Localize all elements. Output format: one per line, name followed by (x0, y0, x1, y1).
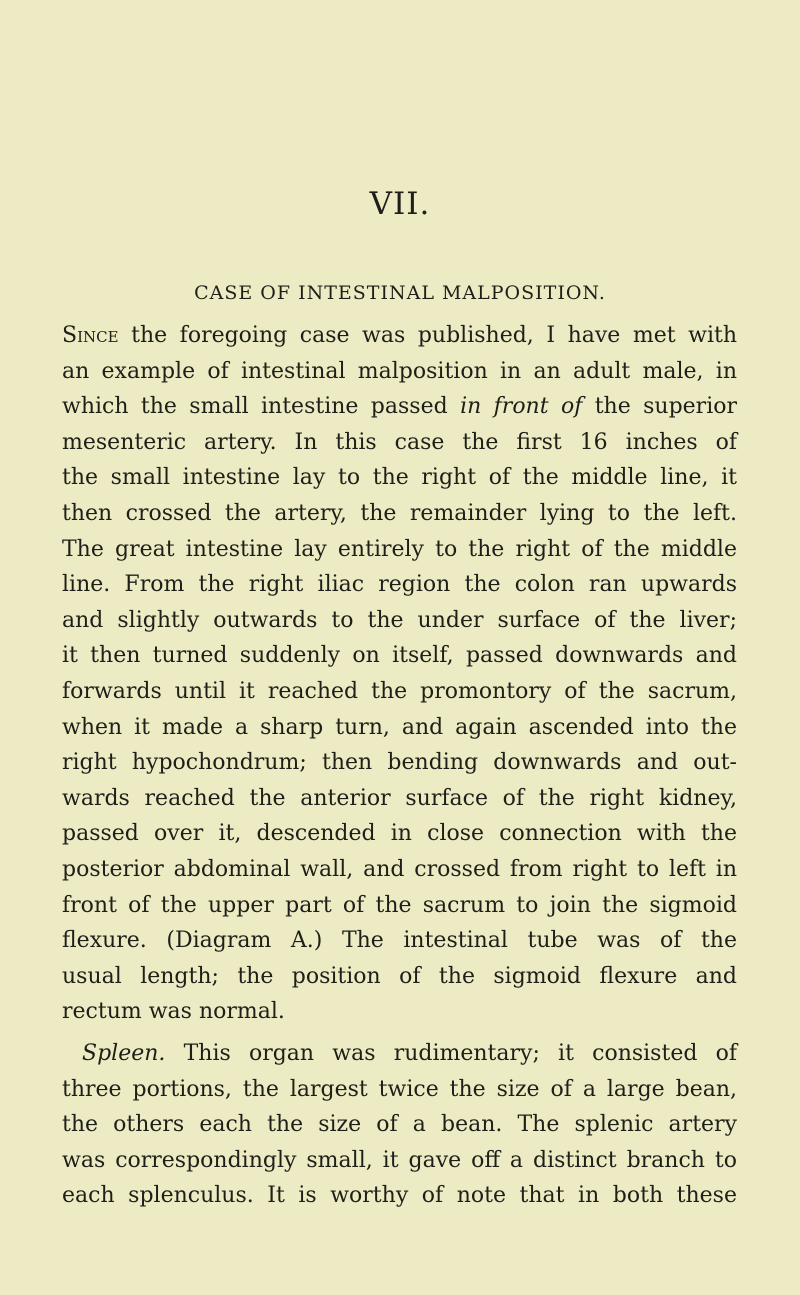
text-line: posterior abdominal wall, and crossed from right to left in (62, 856, 737, 882)
text-line: it then turned suddenly on itself, passed downwards and (62, 643, 737, 669)
chapter-number: VII. (369, 186, 431, 222)
text-line: forwards until it reached the promontory of the sacrum, (62, 678, 737, 704)
section-heading-spleen: Spleen. (82, 1041, 166, 1066)
paragraph-spleen (62, 1036, 737, 1214)
text-line-rest: the foregoing case was published, I have met with (118, 323, 737, 348)
text-line: passed over it, descended in close connection with the (62, 821, 737, 847)
text-line: front of the upper part of the sacrum to join the sigmoid (62, 892, 737, 918)
italic-phrase: in front of (460, 394, 583, 420)
text-line: wards reached the anterior surface of the right kidney, (62, 785, 737, 811)
chapter-title: CASE OF INTESTINAL MALPOSITION. (194, 282, 606, 304)
text-line: was correspondingly small, it gave off a distinct branch to (62, 1147, 737, 1173)
text-line (62, 318, 737, 354)
text-line: mesenteric artery. In this case the first 16 inches of (62, 429, 737, 455)
text-line: usual length; the position of the sigmoid flexure and (62, 963, 737, 989)
text-line: and slightly outwards to the under surface of the liver; (62, 607, 737, 633)
text-line: the small intestine lay to the right of the middle line, it (62, 465, 737, 491)
paragraph-intestinal-case (62, 318, 737, 1030)
opening-word: Since (62, 323, 119, 348)
text-line: The great intestine lay entirely to the right of the middle (62, 536, 737, 562)
text-line: each splenculus. It is worthy of note that in both these (62, 1183, 737, 1209)
text-line: then crossed the artery, the remainder lying to the left. (62, 500, 737, 526)
text-segment: the superior (582, 394, 737, 420)
text-line: rectum was normal. (62, 999, 285, 1025)
text-line: an example of intestinal malposition in an adult male, in (62, 358, 737, 384)
text-line: when it made a sharp turn, and again ascended into the (62, 714, 737, 740)
text-line-rest: This organ was rudimentary; it consisted of (165, 1041, 737, 1066)
text-line (62, 1036, 737, 1072)
text-line: right hypochondrum; then bending downwards and out- (62, 750, 737, 776)
text-line (62, 389, 737, 425)
text-line: line. From the right iliac region the colon ran upwards (62, 572, 737, 598)
text-line: flexure. (Diagram A.) The intestinal tube was of the (62, 928, 737, 954)
text-segment: which the small intestine passed (62, 394, 461, 420)
text-line: three portions, the largest twice the size of a large bean, (62, 1076, 737, 1102)
text-line: the others each the size of a bean. The splenic artery (62, 1112, 737, 1138)
